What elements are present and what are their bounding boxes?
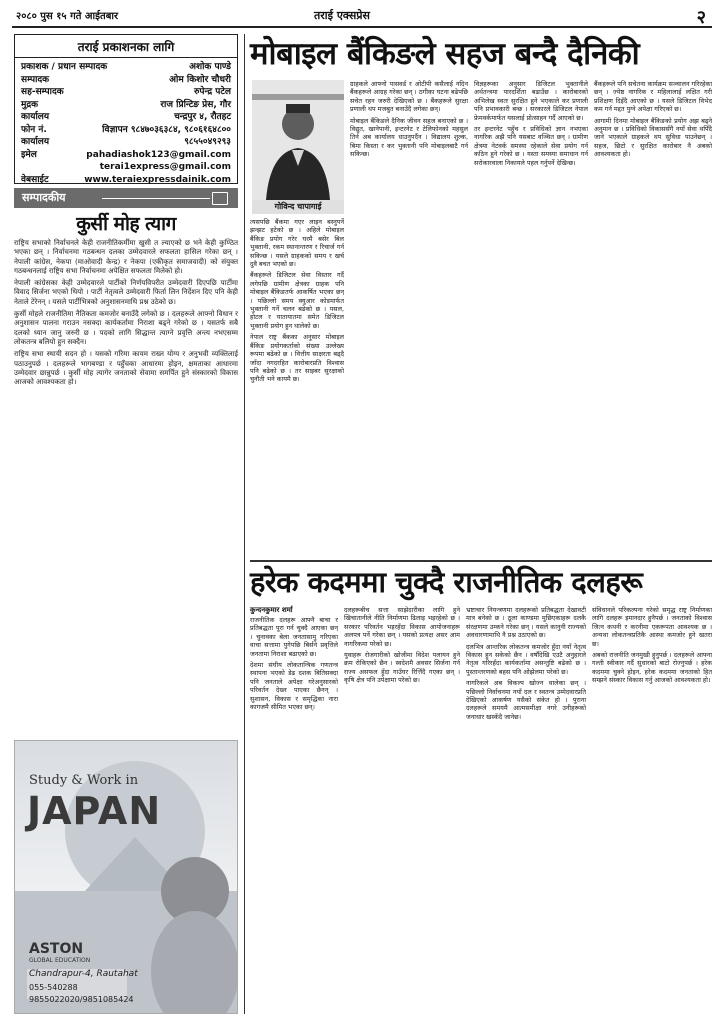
page-number: २ bbox=[696, 7, 706, 28]
masthead-key: फोन नं. bbox=[21, 124, 47, 135]
story2-paragraph: राजनीतिक दलहरू आफ्नै बाचा र प्रतिबद्धता पूरा गर्न चुक्दै आएका छन् । चुनावका बेला जनतासामु गरिएका वाचा सत्तामा पुगेपछि बिर्सने प्रवृत्तिले जनतामा निराशा बढाएको छ। bbox=[250, 616, 338, 658]
masthead-row bbox=[21, 111, 231, 124]
story1-paragraph: बैंकहरूले पनि सचेतना कार्यक्रम सञ्चालन गरिरहेका छन् । ज्येष्ठ नागरिक र महिलालाई लक्षित गरी प्रशिक्षण दिइँदै आएको छ । यसले डिजिटल विभेद कम गर्न मद्दत पुग्ने अपेक्षा गरिएको छ। bbox=[594, 80, 712, 114]
masthead-row bbox=[21, 136, 231, 149]
masthead-row bbox=[21, 149, 231, 162]
editorial-body bbox=[14, 238, 238, 728]
masthead-box bbox=[14, 34, 238, 184]
label-line bbox=[102, 198, 210, 199]
editorial-label-bar bbox=[14, 188, 238, 208]
ad-address: Chandrapur-4, Rautahat bbox=[29, 969, 138, 979]
masthead-key bbox=[21, 161, 100, 174]
masthead-key: सह-सम्पादक bbox=[21, 87, 64, 97]
editorial-paragraph: नेपाली कांग्रेसका केही उम्मेदवारले पार्टीको निर्णयविपरीत उम्मेदवारी दिएपछि पार्टीमा विवाद सिर्जना भएको थियो । पार्टी नेतृत्वले उम्मेदवारी फिर्ता लिन निर्देशन दिए पनि केही नेताले टेरेनन् । यसले पार्टीभित्रको अनुशासनमाथि प्रश्न उठेको छ। bbox=[14, 278, 238, 306]
ad-line1: Study & Work in bbox=[29, 773, 139, 788]
story1-col3 bbox=[474, 80, 588, 556]
story1-col1 bbox=[250, 218, 344, 554]
editorial-title: कुर्सी मोह त्याग bbox=[76, 213, 176, 235]
ad-line2: JAPAN bbox=[27, 789, 162, 833]
issue-date: २०८० पुस १५ गते आईतबार bbox=[16, 11, 119, 22]
column-divider bbox=[244, 34, 245, 1014]
masthead-row bbox=[21, 74, 231, 87]
story1-paragraph: तर इन्टरनेट पहुँच र प्रविधिको ज्ञान नभएका नागरिक अझै पनि यसबाट वञ्चित छन् । ग्रामीण क्षेत्रमा नेटवर्क समस्या रहेकाले सेवा प्रयोग गर्न कठिन हुने गरेको छ । यस्ता समस्या समाधान गर्न सरोकारवाला निकायले पहल गर्नुपर्ने देखिन्छ। bbox=[474, 125, 588, 167]
story2-paragraph: अबको राजनीति जनमुखी हुनुपर्छ । दलहरूले आफ्ना गल्ती स्वीकार गर्दै सुधारको बाटो रोज्नुपर्छ । हरेक कदममा चुक्ने होइन, हरेक कदममा जनताको हित सम्झने संस्कार विकास गर्नु आजको आवश्यकता हो। bbox=[592, 651, 712, 685]
photo-caption: गोविन्द चापागाई bbox=[252, 200, 344, 214]
masthead-value: ओम किशोर चौधरी bbox=[169, 74, 231, 85]
story2-col1 bbox=[250, 616, 338, 1016]
page-header bbox=[12, 6, 712, 28]
masthead-row bbox=[21, 174, 231, 187]
masthead-key: वेबसाईट bbox=[21, 174, 49, 185]
story2-paragraph: नागरिकले अब विकल्प खोज्न थालेका छन् । पछिल्लो निर्वाचनमा नयाँ दल र स्वतन्त्र उम्मेदवारप्रति देखिएको आकर्षण यसैको संकेत हो । पुराना दलहरूले समयमै आत्मसमीक्षा नगरे उनीहरूको जनाधार खस्कँदै जानेछ। bbox=[466, 679, 586, 721]
editorial-paragraph: राष्ट्रिय सभाको निर्वाचनले केही राजनीतिकर्मीमा खुसी त ल्याएको छ भने केही कुण्ठित भएका छन् । निर्वाचनमा गठबन्धन दलका उम्मेदवारले सफलता हासिल गरेका छन् । नेपाली कांग्रेस, नेकपा (माओवादी केन्द्र) र नेकपा (एकीकृत समाजवादी) को संयुक्त गठबन्धनलाई राष्ट्रिय सभा निर्वाचनमा अपेक्षित सफलता मिलेको हो। bbox=[14, 238, 238, 275]
masthead-key: मुद्रक bbox=[21, 99, 39, 110]
story2-headline: हरेक कदममा चुक्दै राजनीतिक दलहरू bbox=[250, 565, 643, 599]
story2-paragraph: दलभित्र आन्तरिक लोकतन्त्र कमजोर हुँदा नयाँ नेतृत्व विकास हुन सकेको छैन । वर्षौंदेखि एउटै अनुहारले नेतृत्व गरिरहँदा कार्यकर्तामा असन्तुष्टि बढेको छ । पुस्तान्तरणको बहस पनि ओझेलमा परेको छ। bbox=[466, 642, 586, 676]
study-japan-ad[interactable] bbox=[14, 740, 238, 1014]
paper-name: तराई एक्सप्रेस bbox=[314, 9, 370, 22]
story2-col4 bbox=[592, 606, 712, 1016]
story1-paragraph: नेपाल राष्ट्र बैंकका अनुसार मोबाइल बैंकिङ प्रयोगकर्ताको संख्या उल्लेख्य रूपमा बढेको छ । वित्तीय साक्षरता बढ्दै जाँदा नगदरहित कारोबारप्रति विश्वास पनि बढेको छ । तर साइबर सुरक्षाको चुनौती भने कायमै छ। bbox=[250, 333, 344, 384]
ad-phone2: 9855022020/9851085424 bbox=[29, 995, 134, 1004]
person-photo-icon bbox=[252, 80, 344, 200]
masthead-value: राज प्रिन्टिङ प्रेस, गौर bbox=[160, 99, 231, 110]
story2-col2 bbox=[344, 606, 460, 1016]
masthead-value[interactable]: terai1express@gmail.com bbox=[99, 162, 231, 172]
masthead-row bbox=[21, 161, 231, 174]
ad-brand: ASTON bbox=[29, 941, 84, 957]
masthead-value[interactable]: pahadiashok123@gmail.com bbox=[86, 149, 231, 160]
story1-paragraph: मोबाइल बैंकिङले दैनिक जीवन सहज बनाएको छ । विद्युत, खानेपानी, इन्टरनेट र टेलिफोनको महसुल तिर्न अब कार्यालय धाउनुपर्दैन । विद्यालय शुल्क, बिमा किस्ता र कर भुक्तानी पनि मोबाइलबाटै गर्न सकिन्छ। bbox=[350, 116, 468, 159]
masthead-title: तराई प्रकाशनका लागि bbox=[15, 35, 237, 58]
masthead-key: कार्यालय bbox=[21, 137, 50, 147]
masthead-row bbox=[21, 124, 231, 137]
story2-byline: कुन्दनकुमार शर्मा bbox=[250, 606, 293, 614]
story1-paragraph: ग्राहकले आफ्नो पासवर्ड र ओटीपी कसैलाई नदिन बैंकहरूले आग्रह गरेका छन् । ठगीका घटना बढेपछि सचेत रहन जरुरी देखिएको छ । बैंकहरूले सुरक्षा प्रणाली थप मजबुत बनाउँदै लगेका छन्। bbox=[350, 80, 468, 114]
masthead-value: ९८५५०४९२९३ bbox=[184, 137, 231, 147]
masthead-row bbox=[21, 99, 231, 112]
pen-icon bbox=[212, 192, 228, 205]
masthead-row bbox=[21, 86, 231, 99]
ad-phone1: 055-540288 bbox=[29, 983, 78, 992]
editorial-paragraph: कुर्सी मोहले राजनीतिमा नैतिकता कमजोर बनाउँदै लगेको छ । दलहरूले आफ्नो विधान र अनुशासन पालना गराउन नसक्दा कार्यकर्तामा निराशा बढ्ने गरेको छ । यसतर्फ सबै दलको ध्यान जानु जरुरी छ । पदको लागि सिद्धान्त त्याग्ने प्रवृत्ति अन्त्य नभएसम्म लोकतन्त्र बलियो हुन सक्दैन। bbox=[14, 309, 238, 346]
editorial-label: सम्पादकीय bbox=[22, 191, 66, 204]
masthead-value: रुपेन्द्र पटेल bbox=[194, 87, 231, 97]
editorial-paragraph: राष्ट्रिय सभा स्थायी सदन हो । यसको गरिमा कायम राख्न योग्य र अनुभवी व्यक्तिलाई पठाउनुपर्छ । दलहरूले भागबण्डा र पहुँचका आधारमा होइन, क्षमताका आधारमा उम्मेदवार छान्नुपर्छ । कुर्सी मोह त्यागेर जनताको सेवामा समर्पित हुने संस्कारको विकास आजको आवश्यकता हो। bbox=[14, 349, 238, 387]
story2-paragraph: युवाहरू रोजगारीको खोजीमा विदेश पलायन हुने क्रम रोकिएको छैन । स्वदेशमै अवसर सिर्जना गर्न राज्य असफल हुँदा गाउँघर रित्तिँदै गएका छन् । कृषि क्षेत्र पनि उपेक्षामा परेको छ। bbox=[344, 651, 460, 685]
story2-paragraph: दलहरूबीच सत्ता साझेदारीका लागि हुने खिचातानीले नीति निर्माणमा ढिलाइ भइरहेको छ । सरकार परिवर्तन भइरहँदा विकास आयोजनाहरू अलपत्र पर्ने गरेका छन् । यसको प्रत्यक्ष असर आम नागरिकमा परेको छ। bbox=[344, 606, 460, 648]
story1-col2 bbox=[350, 80, 468, 556]
story2-paragraph: संविधानले परिकल्पना गरेको समृद्ध राष्ट्र निर्माणका लागि दलहरू इमानदार हुनैपर्छ । जनताको विश्वास जित्न कथनी र करनीमा एकरूपता आवश्यक छ । अन्यथा लोकतन्त्रप्रतिकै आस्था कमजोर हुने खतरा छ। bbox=[592, 606, 712, 648]
masthead-key: कार्यालय bbox=[21, 112, 50, 122]
masthead-key: प्रकाशक / प्रधान सम्पादक bbox=[21, 62, 108, 72]
story2-paragraph: भ्रष्टाचार नियन्त्रणमा दलहरूको प्रतिबद्धता देखावटी मात्र बनेको छ । ठूला काण्डमा मुछिएकाहरू दलकै संरक्षणमा उम्कने गरेका छन् । यसले कानुनी राज्यको अवधारणामाथि नै प्रश्न उठाएको छ। bbox=[466, 606, 586, 640]
story1-col4 bbox=[594, 80, 712, 556]
masthead-value[interactable]: www.teraiexpressdainik.com bbox=[84, 174, 231, 185]
story2-col3 bbox=[466, 606, 586, 1016]
masthead-value: विज्ञापन ९८४७०३६३८४, ९८०६१६४८०० bbox=[102, 124, 231, 135]
story1-headline: मोबाइल बैंकिङले सहज बन्दै दैनिकी bbox=[250, 36, 640, 72]
masthead-key: इमेल bbox=[21, 149, 37, 160]
masthead-value: चन्द्रपुर ४, रौतहट bbox=[174, 112, 231, 122]
ad-brand-sub: GLOBAL EDUCATION bbox=[29, 957, 91, 964]
story1-paragraph: बैंकहरूले डिजिटल सेवा विस्तार गर्दै लगेपछि ग्रामीण क्षेत्रका ग्राहक पनि मोबाइल बैंकिङतर्फ आकर्षित भएका छन् । पछिल्लो समय क्युआर कोडमार्फत भुक्तानी गर्ने चलन बढेको छ । पसल, होटल र यातायातमा समेत डिजिटल भुक्तानी प्रयोग हुन थालेको छ। bbox=[250, 271, 344, 330]
story1-paragraph: आगामी दिनमा मोबाइल बैंकिङको प्रयोग अझ बढ्ने अनुमान छ । प्रविधिको विकाससँगै नयाँ सेवा थपिँदै जाने भएकाले ग्राहकले थप सुविधा पाउनेछन् । सहज, छिटो र सुरक्षित कारोबार नै अबको आवश्यकता हो। bbox=[594, 116, 712, 159]
story1-paragraph: विज्ञहरूका अनुसार डिजिटल भुक्तानीले अर्थतन्त्रमा पारदर्शिता बढाउँछ । कारोबारको अभिलेख स्वतः सुरक्षित हुने भएकाले कर प्रणाली पनि प्रभावकारी बन्छ । सरकारले डिजिटल नेपाल फ्रेमवर्कमार्फत यसलाई प्रोत्साहन गर्दै आएको छ। bbox=[474, 80, 588, 122]
masthead-key: सम्पादक bbox=[21, 74, 50, 85]
masthead-row bbox=[21, 61, 231, 74]
story1-paragraph: त्यसपछि बैंकमा गएर लाइन बस्नुपर्ने झन्झट हटेको छ । अहिले मोबाइल बैंकिङ प्रयोग गरेर घरमै बसेर बिल भुक्तानी, रकम स्थानान्तरण र रिचार्ज गर्न सकिन्छ । यसले ग्राहकको समय र खर्च दुवै बचत भएको छ। bbox=[250, 218, 344, 269]
story2-paragraph: देशमा संघीय लोकतान्त्रिक गणतन्त्र स्थापना भएको डेढ दशक बितिसक्दा पनि जनताले अपेक्षा गरेअनुसारको परिवर्तन देख्न पाएका छैनन् । सुशासन, विकास र समृद्धिका नारा कागजमै सीमित भएका छन्। bbox=[250, 661, 338, 712]
masthead-value: अशोक पाण्डे bbox=[189, 62, 231, 72]
masthead-rows bbox=[21, 61, 231, 186]
story1-photo bbox=[252, 80, 344, 200]
